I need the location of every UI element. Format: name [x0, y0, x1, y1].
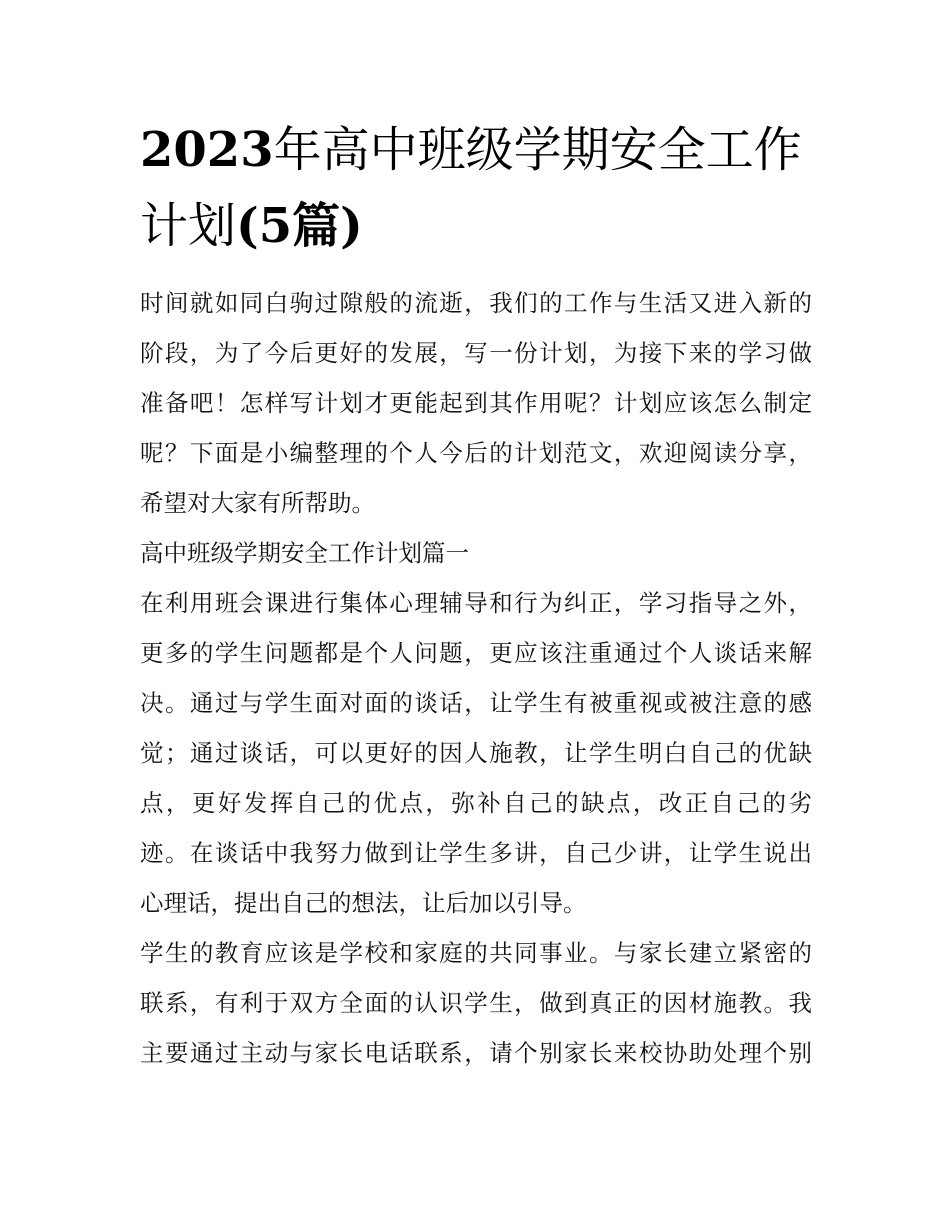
title-count: 5 [258, 198, 293, 254]
title-line1-rest: 年高中班级学期安全工作 [273, 122, 802, 178]
title-open-paren: ( [236, 198, 259, 254]
document-body [140, 278, 812, 1078]
text-line: 迹。在谈话中我努力做到让学生多讲，自己少讲，让学生说出 [140, 839, 812, 867]
text-line: 心理话，提出自己的想法，让后加以引导。 [140, 889, 587, 917]
text-line: 阶段，为了今后更好的发展，写一份计划，为接下来的学习做 [140, 339, 812, 367]
title-year: 2023 [140, 122, 274, 178]
text-line: 主要通过主动与家长电话联系，请个别家长来校协助处理个别 [140, 1039, 812, 1067]
title-line2-text: 计划 [140, 198, 237, 254]
document-page [140, 112, 812, 1078]
title-line-1 [140, 112, 812, 188]
text-line: 联系，有利于双方全面的认识学生，做到真正的因材施教。我 [140, 989, 812, 1017]
text-line: 觉；通过谈话，可以更好的因人施教，让学生明白自己的优缺 [140, 739, 812, 767]
title-line-2 [140, 188, 812, 264]
text-line: 点，更好发挥自己的优点，弥补自己的缺点，改正自己的劣 [140, 789, 812, 817]
text-line: 希望对大家有所帮助。 [140, 489, 375, 517]
text-line: 决。通过与学生面对面的谈话，让学生有被重视或被注意的感 [140, 689, 812, 717]
text-line: 时间就如同白驹过隙般的流逝，我们的工作与生活又进入新的 [140, 289, 812, 317]
text-line: 更多的学生问题都是个人问题，更应该注重通过个人谈话来解 [140, 639, 812, 667]
text-line: 呢？下面是小编整理的个人今后的计划范文，欢迎阅读分享， [140, 439, 812, 467]
title-close: 篇) [292, 198, 363, 254]
text-line: 在利用班会课进行集体心理辅导和行为纠正，学习指导之外， [140, 589, 812, 617]
text-line: 学生的教育应该是学校和家庭的共同事业。与家长建立紧密的 [140, 939, 812, 967]
text-line: 高中班级学期安全工作计划篇一 [140, 539, 469, 567]
text-line: 准备吧！怎样写计划才更能起到其作用呢？计划应该怎么制定 [140, 389, 812, 417]
document-title [140, 112, 812, 264]
